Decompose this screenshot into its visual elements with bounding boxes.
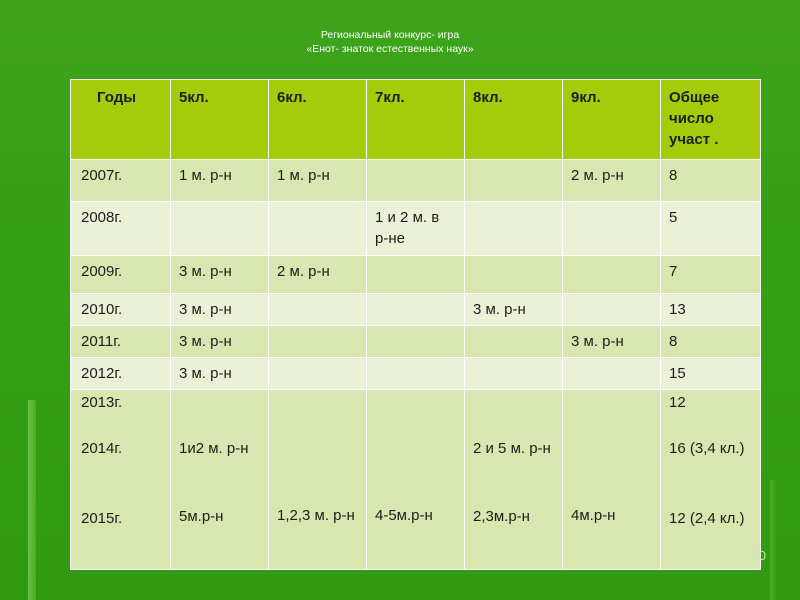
year-2015: 2015г. [81,510,123,527]
decorative-stripe [28,400,36,600]
cell-total: 7 [661,256,761,294]
cell: 1 и 2 м. в р-не [367,202,465,256]
cell [269,358,367,390]
cell-year: 2011г. [71,326,171,358]
cell [563,256,661,294]
cell: 3 м. р-н [171,358,269,390]
cell: 1 м. р-н [269,160,367,202]
header-5kl: 5кл. [171,80,269,160]
cell [465,358,563,390]
cell-7kl [367,390,465,570]
header-total: Общее число участ . [661,80,761,160]
cell: 1 м. р-н [171,160,269,202]
cell: 3 м. р-н [171,326,269,358]
cell-text: 16 (3,4 кл.) [669,440,745,457]
cell-text: 12 [669,394,686,411]
table-row [71,326,761,358]
cell [367,326,465,358]
cell-9kl [563,390,661,570]
table-row [71,294,761,326]
table-header-row [71,80,761,160]
table-row [71,358,761,390]
header-8kl: 8кл. [465,80,563,160]
cell-total: 8 [661,160,761,202]
year-2013: 2013г. [81,394,123,411]
table-row [71,202,761,256]
cell [465,326,563,358]
cell-year: 2010г. [71,294,171,326]
table-row [71,160,761,202]
cell-year: 2012г. [71,358,171,390]
cell: 3 м. р-н [171,294,269,326]
cell: 3 м. р-н [563,326,661,358]
page-number: 20 [751,548,766,563]
cell [465,256,563,294]
cell [171,202,269,256]
cell [367,160,465,202]
cell-text: 5м.р-н [179,508,224,525]
slide-title [0,28,800,56]
cell [367,358,465,390]
cell-text: 4м.р-н [571,507,616,524]
header-years: Годы [71,80,171,160]
decorative-stripe-right [770,480,776,600]
cell [563,358,661,390]
title-line-1: Региональный конкурс- игра [320,29,460,41]
cell-6kl [269,390,367,570]
cell-text: 1и2 м. р-н [179,440,249,457]
cell-5kl [171,390,269,570]
cell [367,256,465,294]
cell-total [661,390,761,570]
cell [563,294,661,326]
cell: 3 м. р-н [171,256,269,294]
cell-text: 2,3м.р-н [473,508,530,525]
cell [269,202,367,256]
cell-total: 5 [661,202,761,256]
cell [367,294,465,326]
cell: 3 м. р-н [465,294,563,326]
cell [465,202,563,256]
header-9kl: 9кл. [563,80,661,160]
cell: 2 м. р-н [563,160,661,202]
cell [269,326,367,358]
title-line-2: «Енот- знаток естественных наук» [306,43,474,55]
cell-text: 4-5м.р-н [375,507,433,524]
cell-8kl [465,390,563,570]
cell-text: 1,2,3 м. р-н [277,507,355,524]
cell-text: 2 и 5 м. р-н [473,440,551,457]
cell: 2 м. р-н [269,256,367,294]
table-row-multi-year [71,390,761,570]
cell [269,294,367,326]
header-7kl: 7кл. [367,80,465,160]
cell-years [71,390,171,570]
cell [563,202,661,256]
year-2014: 2014г. [81,440,123,457]
cell-total: 8 [661,326,761,358]
cell-total: 13 [661,294,761,326]
cell-year: 2007г. [71,160,171,202]
cell [465,160,563,202]
table-row [71,256,761,294]
header-6kl: 6кл. [269,80,367,160]
cell-text: 12 (2,4 кл.) [669,510,745,527]
cell-year: 2009г. [71,256,171,294]
cell-year: 2008г. [71,202,171,256]
cell-total: 15 [661,358,761,390]
results-table [70,79,761,570]
